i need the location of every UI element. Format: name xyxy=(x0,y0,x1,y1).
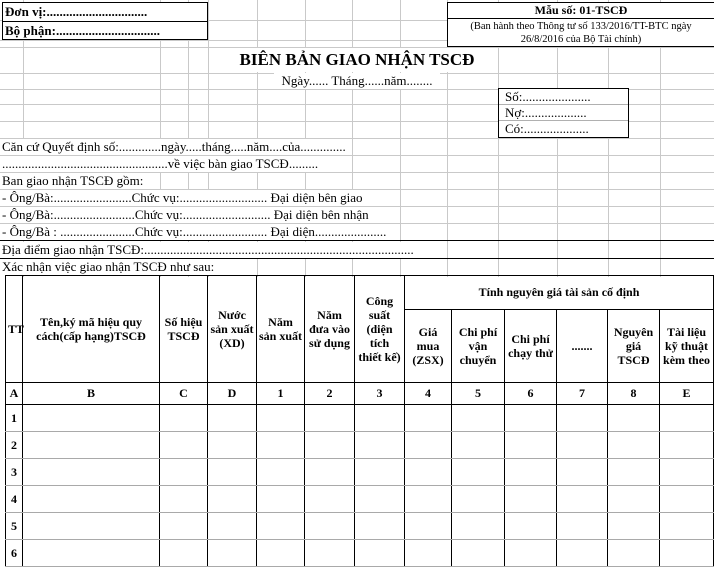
col-header-year-made: Năm sản xuất xyxy=(257,276,305,383)
table-cell-empty xyxy=(305,432,355,459)
table-cell-empty xyxy=(660,405,714,432)
table-cell-empty xyxy=(355,459,405,486)
table-cell-empty xyxy=(505,486,557,513)
table-row xyxy=(6,432,714,459)
row-number: 4 xyxy=(6,486,23,513)
table-cell-empty xyxy=(452,459,505,486)
table-cell-empty xyxy=(452,513,505,540)
row-number: 5 xyxy=(6,513,23,540)
table-cell-empty xyxy=(557,405,608,432)
col-letter: 1 xyxy=(257,383,305,405)
date-line: Ngày...... Tháng......năm........ xyxy=(0,73,714,89)
body-line-confirmation: Xác nhận việc giao nhận TSCĐ như sau: xyxy=(2,259,217,275)
ref-so-line: Số:..................... xyxy=(499,89,628,105)
table-cell-empty xyxy=(557,432,608,459)
col-letter: 4 xyxy=(405,383,452,405)
table-cell-empty xyxy=(660,459,714,486)
form-issuance-note: (Ban hành theo Thông tư số 133/2016/TT-BTC ngày 26/8/2016 của Bộ Tài chính) xyxy=(470,21,692,45)
table-cell-empty xyxy=(160,432,208,459)
table-cell-empty xyxy=(355,405,405,432)
table-cell-empty xyxy=(305,486,355,513)
table-cell-empty xyxy=(23,405,160,432)
col-letter: 8 xyxy=(608,383,660,405)
table-cell-empty xyxy=(405,432,452,459)
row-number: 2 xyxy=(6,432,23,459)
table-cell-empty xyxy=(160,540,208,567)
table-row xyxy=(6,540,714,567)
table-cell-empty xyxy=(160,513,208,540)
col-letter: A xyxy=(6,383,23,405)
col-header-country: Nước sản xuất (XD) xyxy=(208,276,257,383)
table-cell-empty xyxy=(660,486,714,513)
table-cell-empty xyxy=(355,432,405,459)
table-cell-empty xyxy=(505,459,557,486)
col-header-purchase-price: Giá mua (ZSX) xyxy=(405,310,452,383)
col-header-ellipsis: ....... xyxy=(557,310,608,383)
section-rule xyxy=(0,240,714,241)
table-cell-empty xyxy=(305,459,355,486)
col-header-capacity: Công suất (diện tích thiết kế) xyxy=(355,276,405,383)
body-line-decision: Căn cứ Quyết định số:.............ngày.....tháng.....năm....của.............. xyxy=(2,139,349,155)
ref-no-line: Nợ:................... xyxy=(499,105,628,121)
unit-box xyxy=(2,2,208,40)
body-line-rep-receiver: - Ông/Bà:.........................Chức vụ:........................... Đại diện bên nhận xyxy=(2,207,372,223)
table-cell-empty xyxy=(557,486,608,513)
col-letter: 3 xyxy=(355,383,405,405)
table-cell-empty xyxy=(23,540,160,567)
table-cell-empty xyxy=(23,486,160,513)
table-cell-empty xyxy=(23,513,160,540)
table-cell-empty xyxy=(405,486,452,513)
table-row xyxy=(6,405,714,432)
table-cell-empty xyxy=(660,540,714,567)
table-cell-empty xyxy=(257,513,305,540)
col-letter: 6 xyxy=(505,383,557,405)
table-cell-empty xyxy=(608,513,660,540)
table-cell-empty xyxy=(257,405,305,432)
col-header-trial-cost: Chi phí chạy thử xyxy=(505,310,557,383)
table-cell-empty xyxy=(557,459,608,486)
row-number: 1 xyxy=(6,405,23,432)
form-number-box xyxy=(447,2,714,47)
table-cell-empty xyxy=(452,405,505,432)
table-cell-empty xyxy=(257,540,305,567)
table-cell-empty xyxy=(405,459,452,486)
col-letter: C xyxy=(160,383,208,405)
document-title: BIÊN BẢN GIAO NHẬN TSCĐ xyxy=(0,48,714,72)
body-line-rep-giver: - Ông/Bà:........................Chức vụ:........................... Đại diện bên giao xyxy=(2,190,366,206)
col-letter: 7 xyxy=(557,383,608,405)
col-letter: D xyxy=(208,383,257,405)
table-cell-empty xyxy=(208,486,257,513)
form-number: Mẫu số: 01-TSCĐ xyxy=(448,3,714,19)
table-cell-empty xyxy=(355,486,405,513)
table-cell-empty xyxy=(608,486,660,513)
table-cell-empty xyxy=(405,540,452,567)
table-row xyxy=(6,459,714,486)
table-cell-empty xyxy=(505,405,557,432)
col-header-original-cost: Nguyên giá TSCĐ xyxy=(608,310,660,383)
col-header-transport-cost: Chi phí vận chuyển xyxy=(452,310,505,383)
table-cell-empty xyxy=(208,459,257,486)
col-header-name: Tên,ký mã hiệu quy cách(cấp hạng)TSCĐ xyxy=(23,276,160,383)
table-cell-empty xyxy=(660,432,714,459)
table-cell-empty xyxy=(557,513,608,540)
table-row xyxy=(6,513,714,540)
table-cell-empty xyxy=(608,432,660,459)
table-cell-empty xyxy=(160,405,208,432)
table-cell-empty xyxy=(355,513,405,540)
table-cell-empty xyxy=(557,540,608,567)
table-cell-empty xyxy=(257,432,305,459)
table-cell-empty xyxy=(23,432,160,459)
table-cell-empty xyxy=(305,513,355,540)
column-letter-row xyxy=(6,383,714,405)
body-line-participants: Ban giao nhận TSCĐ gồm: xyxy=(2,173,146,189)
table-cell-empty xyxy=(160,486,208,513)
unit-label: Đơn vị:............................... xyxy=(3,3,207,22)
body-line-handover: ...................................................về việc bàn giao TSCĐ......... xyxy=(2,156,321,172)
col-header-asset-no: Số hiệu TSCĐ xyxy=(160,276,208,383)
table-cell-empty xyxy=(257,486,305,513)
col-header-tech-docs: Tài liệu kỹ thuật kèm theo xyxy=(660,310,714,383)
department-label: Bộ phận:................................ xyxy=(5,23,160,38)
table-cell-empty xyxy=(208,405,257,432)
asset-table xyxy=(5,275,714,567)
table-cell-empty xyxy=(505,432,557,459)
table-row xyxy=(6,486,714,513)
body-line-location: Địa điểm giao nhận TSCĐ:................................................................................... xyxy=(2,242,417,258)
table-cell-empty xyxy=(23,459,160,486)
table-cell-empty xyxy=(257,459,305,486)
ref-co-line: Có:.................... xyxy=(505,121,589,136)
table-cell-empty xyxy=(608,405,660,432)
col-header-tt: TT xyxy=(6,276,23,383)
row-number: 3 xyxy=(6,459,23,486)
table-cell-empty xyxy=(660,513,714,540)
body-line-rep-other: - Ông/Bà : .......................Chức vụ:.......................... Đại diện...................... xyxy=(2,224,389,240)
table-cell-empty xyxy=(608,459,660,486)
col-letter: E xyxy=(660,383,714,405)
accounting-ref-box xyxy=(498,88,629,138)
table-cell-empty xyxy=(452,486,505,513)
col-letter: B xyxy=(23,383,160,405)
col-header-group-cost: Tính nguyên giá tài sản cố định xyxy=(405,276,714,310)
col-letter: 2 xyxy=(305,383,355,405)
col-header-year-used: Năm đưa vào sử dụng xyxy=(305,276,355,383)
table-cell-empty xyxy=(405,513,452,540)
table-cell-empty xyxy=(452,540,505,567)
table-cell-empty xyxy=(452,432,505,459)
table-cell-empty xyxy=(505,513,557,540)
table-cell-empty xyxy=(305,405,355,432)
table-cell-empty xyxy=(608,540,660,567)
table-cell-empty xyxy=(208,513,257,540)
table-cell-empty xyxy=(208,540,257,567)
table-cell-empty xyxy=(355,540,405,567)
table-cell-empty xyxy=(208,432,257,459)
row-number: 6 xyxy=(6,540,23,567)
table-cell-empty xyxy=(505,540,557,567)
table-cell-empty xyxy=(160,459,208,486)
col-letter: 5 xyxy=(452,383,505,405)
table-cell-empty xyxy=(405,405,452,432)
table-cell-empty xyxy=(305,540,355,567)
